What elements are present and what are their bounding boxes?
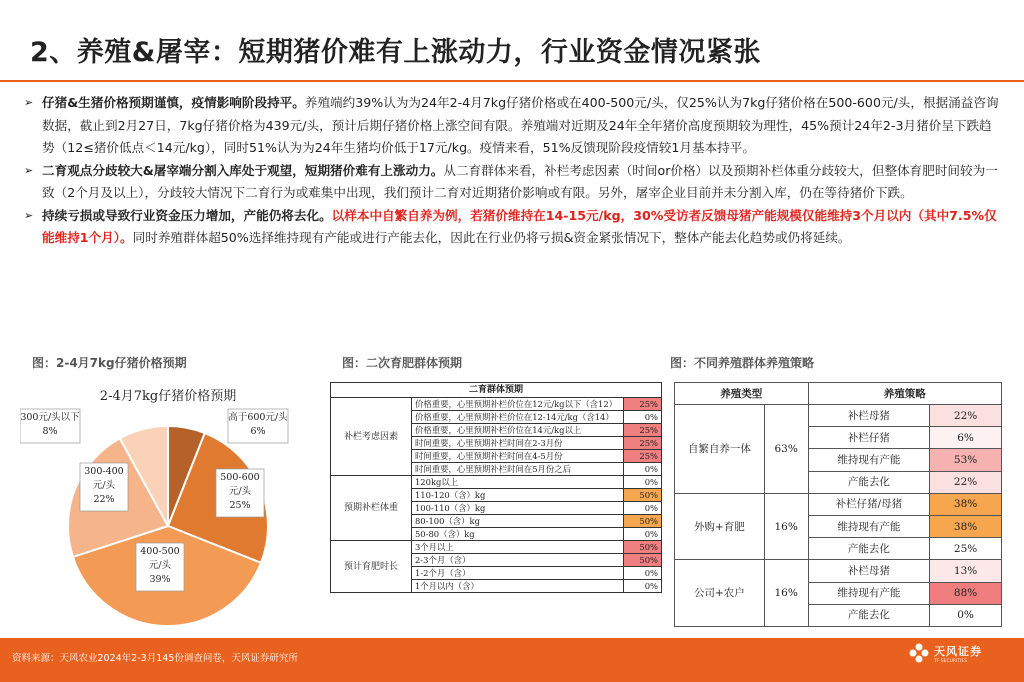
pie-chart-svg [20,378,320,640]
row-item: 2-3个月（含） [411,554,623,567]
group-label: 预期补栏体重 [331,476,412,541]
figure-caption-table2: 图：二次育肥群体预期 [342,356,463,370]
row-item: 1-2个月（含） [411,567,623,580]
pie-data-label: 元/头 [92,480,116,491]
strategy-label: 维持现有产能 [808,449,930,471]
type-share: 16% [764,493,808,560]
figure-caption-pie: 图：2-4月7kg仔猪价格预期 [32,356,187,370]
row-item: 3个月以上 [411,541,623,554]
row-percent: 0% [623,463,661,476]
row-percent: 50% [623,489,661,502]
row-percent: 25% [623,450,661,463]
row-item: 50-80（含）kg [411,528,623,541]
row-percent: 0% [623,502,661,515]
strategy-label: 补栏母猪 [808,405,930,427]
strategy-label: 补栏仔猪/母猪 [808,493,930,515]
bullet-text: 从二育群体来看，补栏考虑因素（时间or价格）以及预期补栏体重分歧较大，但整体育肥时间较为一致（2个月及以上），分歧较大情况下二育行为或难集中出现，我们预计二育对近期猪价影响或有限。另外，屠宰企业目前并未分割入库，仍在等待猪价下跌。 [42,162,998,200]
page-title: 2、养殖&屠宰：短期猪价难有上涨动力，行业资金情况紧张 [30,37,761,68]
brand-logo [908,642,982,664]
pie-data-label: 500-600 [220,472,260,483]
pie-data-label: 6% [250,426,266,437]
row-percent: 0% [623,567,661,580]
second-fattening-table [330,382,662,593]
strategy-percent: 13% [930,560,1002,582]
arrow-bullet-icon: ➢ [24,208,34,222]
row-item: 1个月以内（含） [411,580,623,593]
strategy-label: 维持现有产能 [808,515,930,537]
bullet-text: 同时养殖群体超50%选择维持现有产能或进行产能去化，因此在行业仍将亏损&资金紧张情况下，整体产能去化趋势或仍将延续。 [132,230,851,245]
type-share: 16% [764,560,808,627]
table-row [675,405,1002,427]
bullet-text: 养殖端约39%认为为24年2-4月7kg仔猪价格或在400-500元/头，仅25%认为7kg仔猪价格在500-600元/头，根据涌益咨询数据，截止到2月27日，7kg仔猪价格为439元/头，预计后期仔猪价格上涨空间有限。养殖端对近期及24年全年猪价高度预期较为理性，45%预计24年2-3月猪价呈下跌趋势（12≤猪价低点＜14元/kg），同时51%认为为24年生猪均价低于17元/kg。疫情来看，51%反馈现阶段疫情较1月基本持平。 [42,95,999,155]
pie-data-label: 39% [149,574,171,585]
source-note: 资料来源：天风农业2024年2-3月145份调查问卷，天风证券研究所 [12,653,298,664]
bullet-heading: 二育观点分歧较大&屠宰端分割入库处于观望，短期猪价难有上涨动力。 [42,162,444,178]
strategy-label: 补栏母猪 [808,560,930,582]
pie-data-label: 25% [229,500,251,511]
row-item: 价格重要，心里预期补栏价位在12-14元/kg（含14） [411,411,623,424]
table-row [331,476,662,489]
bullet-item [24,160,1002,205]
pie-title: 2-4月7kg仔猪价格预期 [99,389,237,404]
table-row [331,398,662,411]
bullet-heading: 持续亏损或导致行业资金压力增加，产能仍将去化。 [42,207,332,223]
row-item: 110-120（含）kg [411,489,623,502]
table-row [675,493,1002,515]
strategy-percent: 6% [930,427,1002,449]
pie-data-label: 300元/头以下 [20,412,80,423]
row-item: 100-110（含）kg [411,502,623,515]
row-percent: 25% [623,398,661,411]
row-item: 时间重要，心里预期补栏时间在2-3月份 [411,437,623,450]
strategy-percent: 22% [930,405,1002,427]
pie-data-label: 元/头 [228,486,252,497]
row-item: 时间重要，心里预期补栏时间在4-5月份 [411,450,623,463]
table-row [675,560,1002,582]
pie-data-label: 400-500 [140,546,180,557]
bullet-list [24,92,1002,250]
logo-name: 天风证券 [934,644,982,658]
row-percent: 0% [623,476,661,489]
pie-data-label: 22% [93,494,115,505]
group-label: 补栏考虑因素 [331,398,412,476]
type-share: 63% [764,405,808,494]
bullet-highlight: 以样本中自繁自养为例，若猪价维持在14-15元/kg，30%受访者反馈母猪产能规模仅能维持3个月以内（其中7.5%仅能维持1个月）。 [42,207,997,245]
farming-type: 公司+农户 [675,560,765,627]
pie-chart [20,378,320,640]
logo-flower-icon [908,642,930,664]
group-label: 预计育肥时长 [331,541,412,593]
row-percent: 25% [623,424,661,437]
row-percent: 50% [623,541,661,554]
bullet-item [24,205,1002,250]
table-row [331,541,662,554]
row-percent: 25% [623,437,661,450]
row-percent: 50% [623,515,661,528]
arrow-bullet-icon: ➢ [24,96,34,109]
logo-subtitle: TF SECURITIES [934,658,968,664]
bullet-item [24,92,1002,160]
pie-data-label: 300-400 [84,466,124,477]
strategy-label: 维持现有产能 [808,582,930,604]
strategy-percent: 22% [930,471,1002,493]
row-item: 价格重要，心里预期补栏价位在12元/kg以下（含12） [411,398,623,411]
row-percent: 50% [623,554,661,567]
strategy-label: 产能去化 [808,538,930,560]
figure-caption-table3: 图：不同养殖群体养殖策略 [670,356,815,370]
strategy-percent: 25% [930,538,1002,560]
strategy-percent: 38% [930,493,1002,515]
row-item: 120kg以上 [411,476,623,489]
farming-type: 自繁自养一体 [675,405,765,494]
row-percent: 0% [623,411,661,424]
title-divider [0,80,1024,82]
strategy-label: 补栏仔猪 [808,427,930,449]
farming-strategy-table [674,382,1002,627]
strategy-percent: 53% [930,449,1002,471]
table-header: 养殖类型 [675,383,809,405]
pie-data-label: 高于600元/头 [228,412,288,423]
strategy-percent: 38% [930,515,1002,537]
row-item: 80-100（含）kg [411,515,623,528]
row-percent: 0% [623,580,661,593]
farming-type: 外购+育肥 [675,493,765,560]
strategy-percent: 0% [930,604,1002,626]
row-item: 时间重要，心里预期补栏时间在5月份之后 [411,463,623,476]
strategy-percent: 88% [930,582,1002,604]
strategy-label: 产能去化 [808,604,930,626]
pie-data-label: 元/头 [148,560,172,571]
table-header: 养殖策略 [808,383,1001,405]
arrow-bullet-icon: ➢ [24,163,34,177]
table-header: 二育群体预期 [331,383,662,398]
pie-data-label: 8% [42,426,58,437]
bullet-heading: 仔猪&生猪价格预期谨慎，疫情影响阶段持平。 [42,95,305,110]
row-item: 价格重要，心里预期补栏价位在14元/kg以上 [411,424,623,437]
strategy-label: 产能去化 [808,471,930,493]
row-percent: 0% [623,528,661,541]
